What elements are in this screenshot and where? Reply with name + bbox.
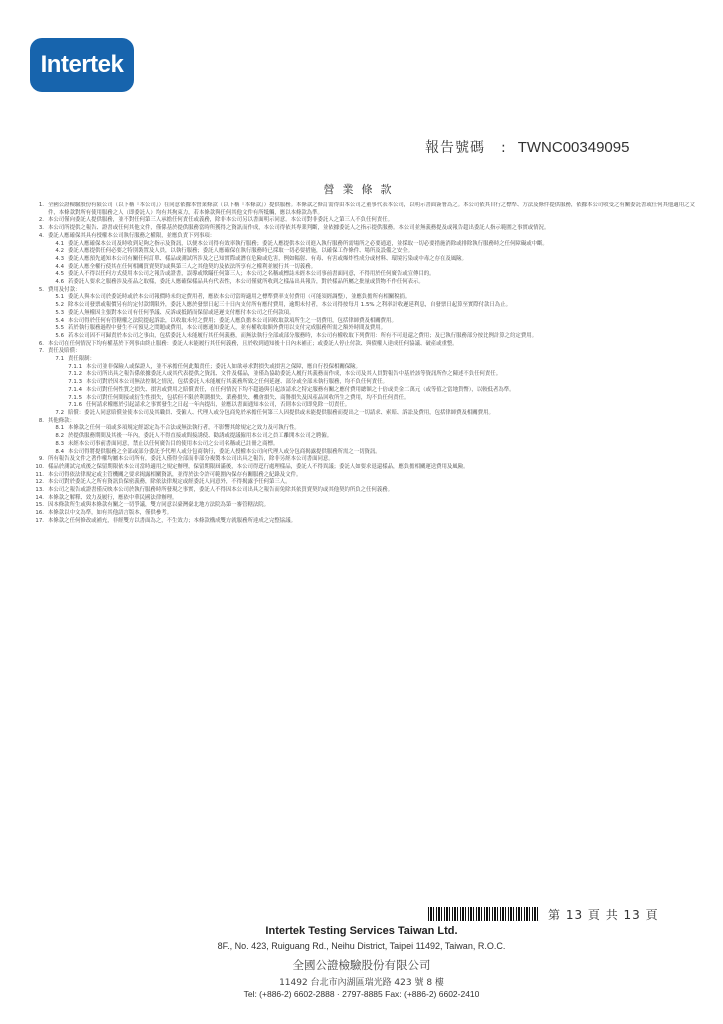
term-number: 7.2 bbox=[55, 409, 64, 416]
term-text: 責任及賠償： bbox=[48, 348, 81, 355]
term-text: 本條款之任何修改或補充，非經雙方以書面為之，不生效力；本條款構成雙方就服務所達成之完整協議。 bbox=[48, 517, 296, 524]
term-number: 2. bbox=[38, 217, 44, 224]
term-text: 委託人應確保其具有授權本公司執行服務之權限，並應負責下列事項： bbox=[48, 232, 216, 239]
term-number: 14. bbox=[35, 494, 44, 501]
term-item bbox=[30, 256, 700, 264]
term-text: 本公司所出具之報告係依據委託人或其代表提供之資訊、文件及樣品，並僅為協助委託人履行其義務而作成，本公司及其人員對報告中基於該等資訊所作之陳述不負任何責任。 bbox=[86, 371, 502, 378]
term-number: 5.3 bbox=[55, 309, 64, 316]
term-number: 17. bbox=[35, 517, 44, 524]
term-text: 於提供服務期間及其後一年內，委託人不得直接或間接誘使、勸誘或提議僱用本公司之員工離開本公司之聘僱。 bbox=[68, 433, 333, 440]
term-item bbox=[30, 225, 700, 233]
term-item bbox=[30, 202, 700, 217]
term-number: 5.1 bbox=[55, 294, 64, 301]
term-text: 未經本公司事前書面同意，禁止以任何廣告目的使用本公司之公司名稱或已註冊之商標。 bbox=[68, 440, 279, 447]
term-text: 所有報告及文件之著作權均屬本公司所有，委託人僅得全部而非部分複製本公司出具之報告，除非另經本公司書面同意。 bbox=[48, 456, 334, 463]
page-title: 營業條款 bbox=[323, 183, 400, 196]
term-item bbox=[30, 302, 700, 310]
term-number: 4.3 bbox=[55, 255, 64, 262]
term-number: 7. bbox=[38, 348, 44, 355]
term-number: 8. bbox=[38, 417, 44, 424]
term-item bbox=[30, 441, 700, 449]
term-text: 本公司所提供之報告、證書或任何其他文件，僅係基於提供服務當時所獲得之資訊而作成，本公司得依其專業判斷，並依據委託人之指示提供服務。本公司並無義務提及或報告超出委託人指示範圍之事實或情況。 bbox=[48, 225, 550, 232]
term-number: 4.1 bbox=[55, 240, 64, 247]
term-text: 若委託人要求之服務涉及產品之取樣，委託人應確保樣品具有代表性，本公司僅就所收到之樣品出具報告，對於樣品所屬之批量或貨物不作任何表示。 bbox=[68, 279, 424, 286]
term-text: 本公司對於委託人之所有資訊負保密義務，除依法律規定或經委託人同意外，不得揭露予任何第三人。 bbox=[48, 479, 291, 486]
term-text: 本公司在任何情況下均有權基於下列事由終止服務：委託人未能履行其任何義務，且於收到通知後十日內未補正；或委託人停止付款、與債權人達成任何協議、破產或重整。 bbox=[48, 340, 458, 347]
term-number: 4.2 bbox=[55, 248, 64, 255]
term-text: 本條款之解釋、效力及履行，應依中華民國法律辦理。 bbox=[48, 494, 178, 501]
term-text: 本公司對任何性質之損失、損害或費用之賠償責任，在任何情況下均不超過與引起該請求之特定服務有關之應付費用總額之十倍或美金二萬元（或等值之當地貨幣），以較低者為準。 bbox=[86, 386, 515, 393]
term-number: 7.1.4 bbox=[68, 386, 82, 393]
term-text: 本條款以中文為準，如有其他語言版本，僅供參考。 bbox=[48, 510, 172, 517]
term-number: 5.2 bbox=[55, 302, 64, 309]
term-item bbox=[30, 456, 700, 464]
term-text: 費用及付款： bbox=[48, 286, 81, 293]
report-number-label: 報告號碼 bbox=[425, 140, 485, 156]
term-number: 4.6 bbox=[55, 279, 64, 286]
term-text: 其他條款： bbox=[48, 417, 75, 424]
term-number: 5.4 bbox=[55, 317, 64, 324]
term-item bbox=[30, 464, 700, 472]
page-indicator: 第 13 頁 共 13 頁 bbox=[548, 908, 659, 922]
term-number: 8.4 bbox=[55, 448, 64, 455]
term-text: 委託人無權因主張對本公司有任何爭議、反訴或抵銷而保留或延遲支付應付本公司之任何款項。 bbox=[68, 309, 295, 316]
term-text: 本公司得於任何有管轄權之法院提起訴訟，以收取未付之費用；委託人應負擔本公司因收取款項所生之一切費用，包括律師費及相關費用。 bbox=[68, 317, 397, 324]
term-number: 13. bbox=[35, 487, 44, 494]
term-item bbox=[30, 356, 700, 364]
report-number-colon: : bbox=[501, 140, 506, 156]
footer-company-en: Intertek Testing Services Taiwan Ltd. bbox=[265, 925, 458, 937]
term-text: 本公司得將提供服務之全部或部分委託予代理人或分包商執行，委託人授權本公司向代理人或分包商揭露提供服務所需之一切資訊。 bbox=[68, 448, 381, 455]
term-text: 賠償：委託人同意賠償並使本公司及其職員、受僱人、代理人或分包商免於承擔任何第三人因提供或未能提供服務而提出之一切請求、索賠、訴訟及費用，包括律師費及相關費用。 bbox=[68, 409, 494, 416]
term-number: 11. bbox=[35, 471, 44, 478]
term-text: 委託人與本公司於委託時或於本公司報價時未約定費用者，應依本公司當時適用之標準費率支付費用（可能須經調整），並應負擔所有相關稅捐。 bbox=[68, 294, 411, 301]
footer-company-zh: 全國公證檢驗股份有限公司 bbox=[292, 958, 431, 972]
term-item bbox=[30, 248, 700, 256]
term-item bbox=[30, 217, 700, 225]
term-item bbox=[30, 333, 700, 341]
term-item bbox=[30, 479, 700, 487]
report-number-value: TWNC00349095 bbox=[517, 139, 630, 156]
term-text: 委託人應確保本公司及時收到足夠之指示及資訊，以便本公司得有效率執行服務；委託人應提供本公司進入執行服務所需場所之必要通道，並採取一切必要措施消除或排除執行服務時之任何障礙或中斷。 bbox=[68, 240, 548, 247]
term-text: 本公司僅向委託人提供服務，並不對任何第三人承擔任何責任或義務，除非本公司另以書面明示同意。本公司對非委託人之第三人不負任何責任。 bbox=[48, 217, 394, 224]
term-number: 10. bbox=[35, 463, 44, 470]
term-number: 3. bbox=[38, 225, 44, 232]
term-item bbox=[30, 510, 700, 518]
term-number: 4.4 bbox=[55, 263, 64, 270]
report-number-line bbox=[425, 137, 695, 157]
term-text: 委託人應提供任何必要之特別裝置及人員，以執行服務；委託人應確保在執行服務時已採取一切必要措施，以確保工作條件、場所及設備之安全。 bbox=[68, 248, 414, 255]
term-number: 5. bbox=[38, 286, 44, 293]
term-text: 責任限制： bbox=[68, 356, 95, 363]
term-number: 7.1.6 bbox=[68, 402, 82, 409]
term-number: 7.1.2 bbox=[68, 371, 82, 378]
term-item bbox=[30, 379, 700, 387]
term-number: 7.1.5 bbox=[68, 394, 82, 401]
term-item bbox=[30, 487, 700, 495]
term-item bbox=[30, 348, 700, 356]
term-item bbox=[30, 279, 700, 287]
term-item bbox=[30, 502, 700, 510]
term-item bbox=[30, 233, 700, 241]
term-number: 7.1 bbox=[55, 356, 64, 363]
term-item bbox=[30, 433, 700, 441]
term-number: 8.2 bbox=[55, 433, 64, 440]
term-number: 4.5 bbox=[55, 271, 64, 278]
term-number: 8.3 bbox=[55, 440, 64, 447]
term-text: 樣品於測試完成後之保留期限依本公司當時適用之規定辦理，保留期限屆滿後，本公司得逕行處理樣品，委託人不得異議；委託人如要求退還樣品，應負擔相關運送費用及風險。 bbox=[48, 463, 469, 470]
term-item bbox=[30, 310, 700, 318]
term-item bbox=[30, 341, 700, 349]
term-text: 因本條款所生或與本條款有關之一切爭議，雙方同意以臺灣臺北地方法院為第一審管轄法院。 bbox=[48, 502, 270, 509]
term-item bbox=[30, 387, 700, 395]
term-text: 委託人不得以任何方式使用本公司之報告或證書，誤導或欺瞞任何第三人；本公司之名稱或標誌未經本公司事前書面同意，不得用於任何廣告或宣傳目的。 bbox=[68, 271, 435, 278]
barcode bbox=[428, 907, 540, 921]
term-number: 4. bbox=[38, 232, 44, 239]
term-number: 12. bbox=[35, 479, 44, 486]
term-text: 本公司得依法律規定或主管機關之要求揭露相關資訊，並得於法令許可範圍內保存有關服務之紀錄及文件。 bbox=[48, 471, 302, 478]
term-item bbox=[30, 294, 700, 302]
term-text: 除本公司發票或報價另有約定付款期限外，委託人應於發票日起三十日內支付所有應付費用，逾期未付者，本公司得按每月 1.5% 之利率計收遲延利息，自發票日起算至實際付款日為止。 bbox=[68, 302, 511, 309]
term-number: 16. bbox=[35, 510, 44, 517]
term-number: 5.5 bbox=[55, 325, 64, 332]
footer-address-zh: 11492 台北市內湖區瑞光路 423 號 8 樓 bbox=[279, 978, 444, 988]
intertek-logo: Intertek bbox=[30, 38, 134, 92]
term-text: 本公司對任何間接或衍生性損失，包括但不限於利潤損失、業務損失、機會損失、商譽損失及因產品回收所生之費用，均不負任何責任。 bbox=[86, 394, 410, 401]
term-item bbox=[30, 425, 700, 433]
term-text: 本公司之報告或證書僅反映本公司於執行服務時所發現之事實，委託人不得因本公司出具之報告而免除其依買賣契約或其他契約所負之任何義務。 bbox=[48, 487, 394, 494]
term-number: 1. bbox=[38, 202, 44, 208]
term-text: 全國公證檢驗股份有限公司（以下稱『本公司』）在同意依據本營業條款（以下稱『本條款』）提供服務。本條款之修訂需得由本公司之董事代表本公司，以明示書面簽署為之。本公司依其自行之標準、方法及條件提供服務，依據本公司收受之有關委託書或任何其他適用之文件，本條款對所有使用服務之人（即委託人）均有其拘束力，若本條款與任何其他文件有所牴觸，應以本條款為準。 bbox=[48, 202, 695, 216]
term-number: 6. bbox=[38, 340, 44, 347]
term-text: 委託人應預先通知本公司有關任何訂單、樣品或測試所涉及之已知實際或潛在危險或危害，例如輻射、有毒、有害或爆炸性成分或材料、環境污染或中毒之存在及風險。 bbox=[68, 255, 467, 262]
term-item bbox=[30, 410, 700, 418]
term-number: 15. bbox=[35, 502, 44, 509]
footer-contact: Tel: (+886-2) 6602-2888 · 2797-8885 Fax: (+886-2) 6602-2410 bbox=[243, 989, 480, 999]
term-text: 若於執行服務過程中發生不可預見之問題或費用，本公司應通知委託人，並有權收取額外費用以支付完成服務所需之額外時間及費用。 bbox=[68, 325, 387, 332]
term-number: 9. bbox=[38, 456, 44, 463]
term-number: 7.1.3 bbox=[68, 379, 82, 386]
terms-list bbox=[30, 202, 700, 894]
term-text: 任何請求權應於引起請求之事實發生之日起一年內提出，並應以書面通知本公司，否則本公司即免除一切責任。 bbox=[86, 402, 351, 409]
term-item bbox=[30, 271, 700, 279]
term-text: 本公司並非保險人或保證人，並不承擔任何此類責任；委託人如欲尋求對損失或損害之保障，應自行投保相關保險。 bbox=[86, 363, 361, 370]
term-text: 若本公司因不可歸責於本公司之事由，包括委託人未能履行其任何義務，而無法執行全部或部分服務時，本公司有權收取下列費用：所有不可退還之費用；及已執行服務部分按比例計算之約定費用。 bbox=[68, 332, 537, 339]
term-number: 7.1.1 bbox=[68, 363, 82, 370]
term-item bbox=[30, 518, 700, 526]
term-text: 本條款之任何一項或多項規定經認定為不合法或無法執行者，不影響其餘規定之效力及可執行性。 bbox=[68, 425, 300, 432]
term-item bbox=[30, 402, 700, 410]
term-text: 本公司對於因本公司無法控制之情況，包括委託人未能履行其義務所致之任何延遲、部分或全部未執行服務，均不負任何責任。 bbox=[86, 379, 388, 386]
term-text: 委託人應全權行使其在任何相關買賣契約或與第三人之其他契約及依法所享有之權利並履行其一切義務。 bbox=[68, 263, 316, 270]
term-number: 8.1 bbox=[55, 425, 64, 432]
footer-address-en: 8F., No. 423, Ruiguang Rd., Neihu District, Taipei 11492, Taiwan, R.O.C. bbox=[217, 941, 506, 951]
term-number: 5.6 bbox=[55, 332, 64, 339]
term-item bbox=[30, 325, 700, 333]
